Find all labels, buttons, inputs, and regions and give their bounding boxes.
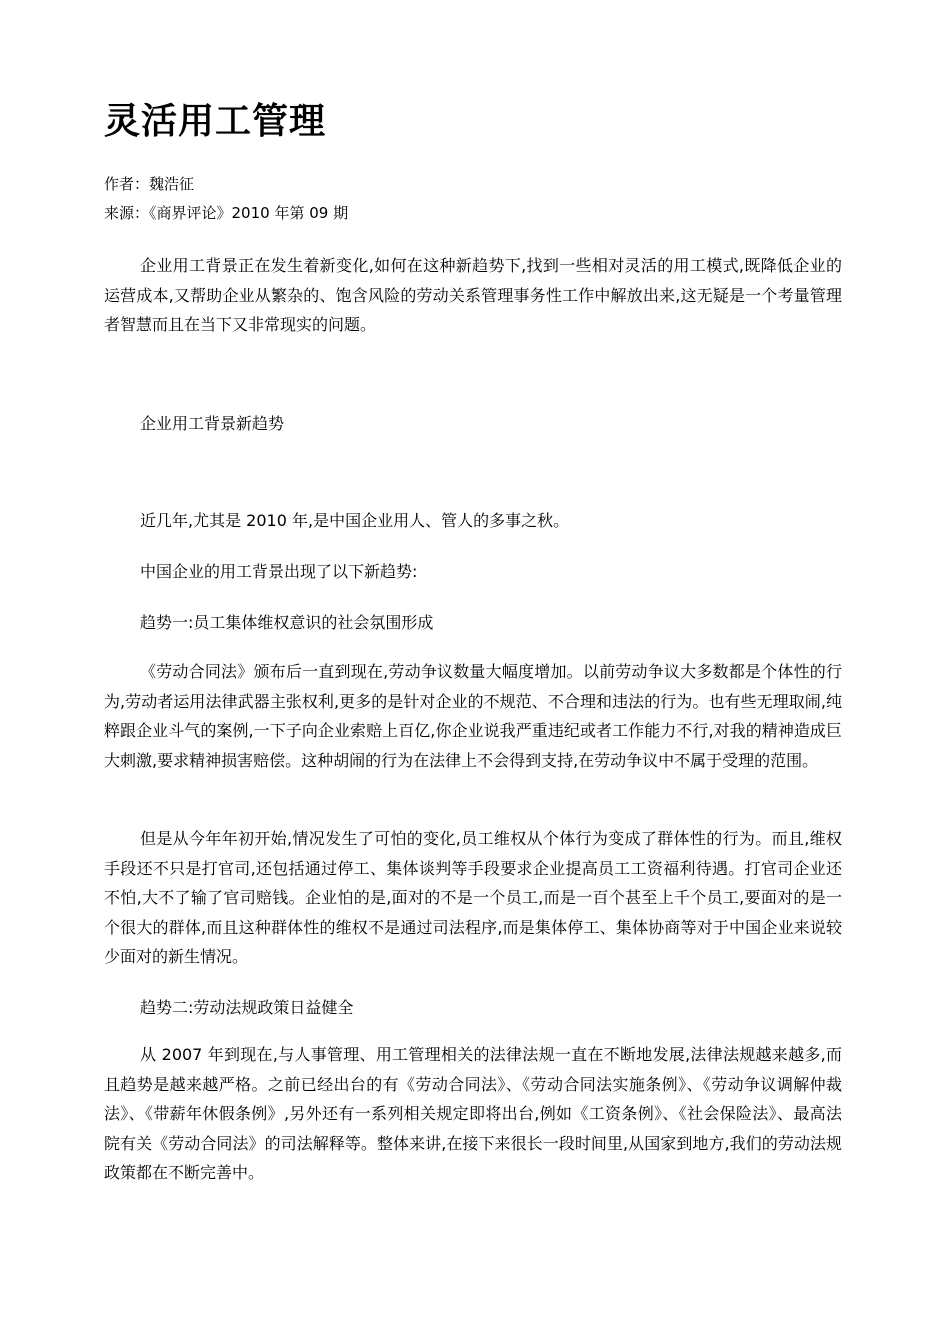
article-title: 灵活用工管理: [104, 101, 327, 142]
trend-one-heading: 趋势一:员工集体维权意识的社会氛围形成: [140, 613, 434, 632]
author-line: 作者：魏浩征: [104, 175, 195, 193]
intro-paragraph: 企业用工背景正在发生着新变化,如何在这种新趋势下,找到一些相对灵活的用工模式,既降低企业的运营成本,又帮助企业从繁杂的、饱含风险的劳动关系管理事务性工作中解放出来,这无疑是一个考量管理者智慧而且在当下又非常现实的问题。: [104, 256, 842, 334]
trend-one-paragraph-2: 但是从今年年初开始,情况发生了可怕的变化,员工维权从个体行为变成了群体性的行为。而且,维权手段还不只是打官司,还包括通过停工、集体谈判等手段要求企业提高员工工资福利待遇。打官司企业还不怕,大不了输了官司赔钱。企业怕的是,面对的不是一个员工,而是一百个甚至上千个员工,要面对的是一个很大的群体,而且这种群体性的维权不是通过司法程序,而是集体停工、集体协商等对于中国企业来说较少面对的新生情况。: [104, 829, 842, 966]
trend-two-paragraph-1: 从 2007 年到现在,与人事管理、用工管理相关的法律法规一直在不断地发展,法律法规越来越多,而且趋势是越来越严格。之前已经出台的有《劳动合同法》、《劳动合同法实施条例》、《劳动争议调解仲裁法》、《带薪年休假条例》,另外还有一系列相关规定即将出台,例如《工资条例》、《社会保险法》、最高法院有关《劳动合同法》的司法解释等。整体来讲,在接下来很长一段时间里,从国家到地方,我们的劳动法规政策都在不断完善中。: [104, 1045, 842, 1182]
section-heading: 企业用工背景新趋势: [140, 414, 285, 433]
paragraph-recent-years: 近几年,尤其是 2010 年,是中国企业用人、管人的多事之秋。: [140, 511, 570, 530]
source-line: 来源：《商界评论》2010 年第 09 期: [104, 204, 349, 222]
trend-two-heading: 趋势二:劳动法规政策日益健全: [140, 998, 354, 1017]
trend-one-paragraph-1: 《劳动合同法》颁布后一直到现在,劳动争议数量大幅度增加。以前劳动争议大多数都是个体性的行为,劳动者运用法律武器主张权利,更多的是针对企业的不规范、不合理和违法的行为。也有些无理取闹,纯粹跟企业斗气的案例,一下子向企业索赔上百亿,你企业说我严重违纪或者工作能力不行,对我的精神造成巨大刺激,要求精神损害赔偿。这种胡闹的行为在法律上不会得到支持,在劳动争议中不属于受理的范围。: [104, 662, 842, 770]
paragraph-trends-intro: 中国企业的用工背景出现了以下新趋势:: [140, 562, 418, 581]
